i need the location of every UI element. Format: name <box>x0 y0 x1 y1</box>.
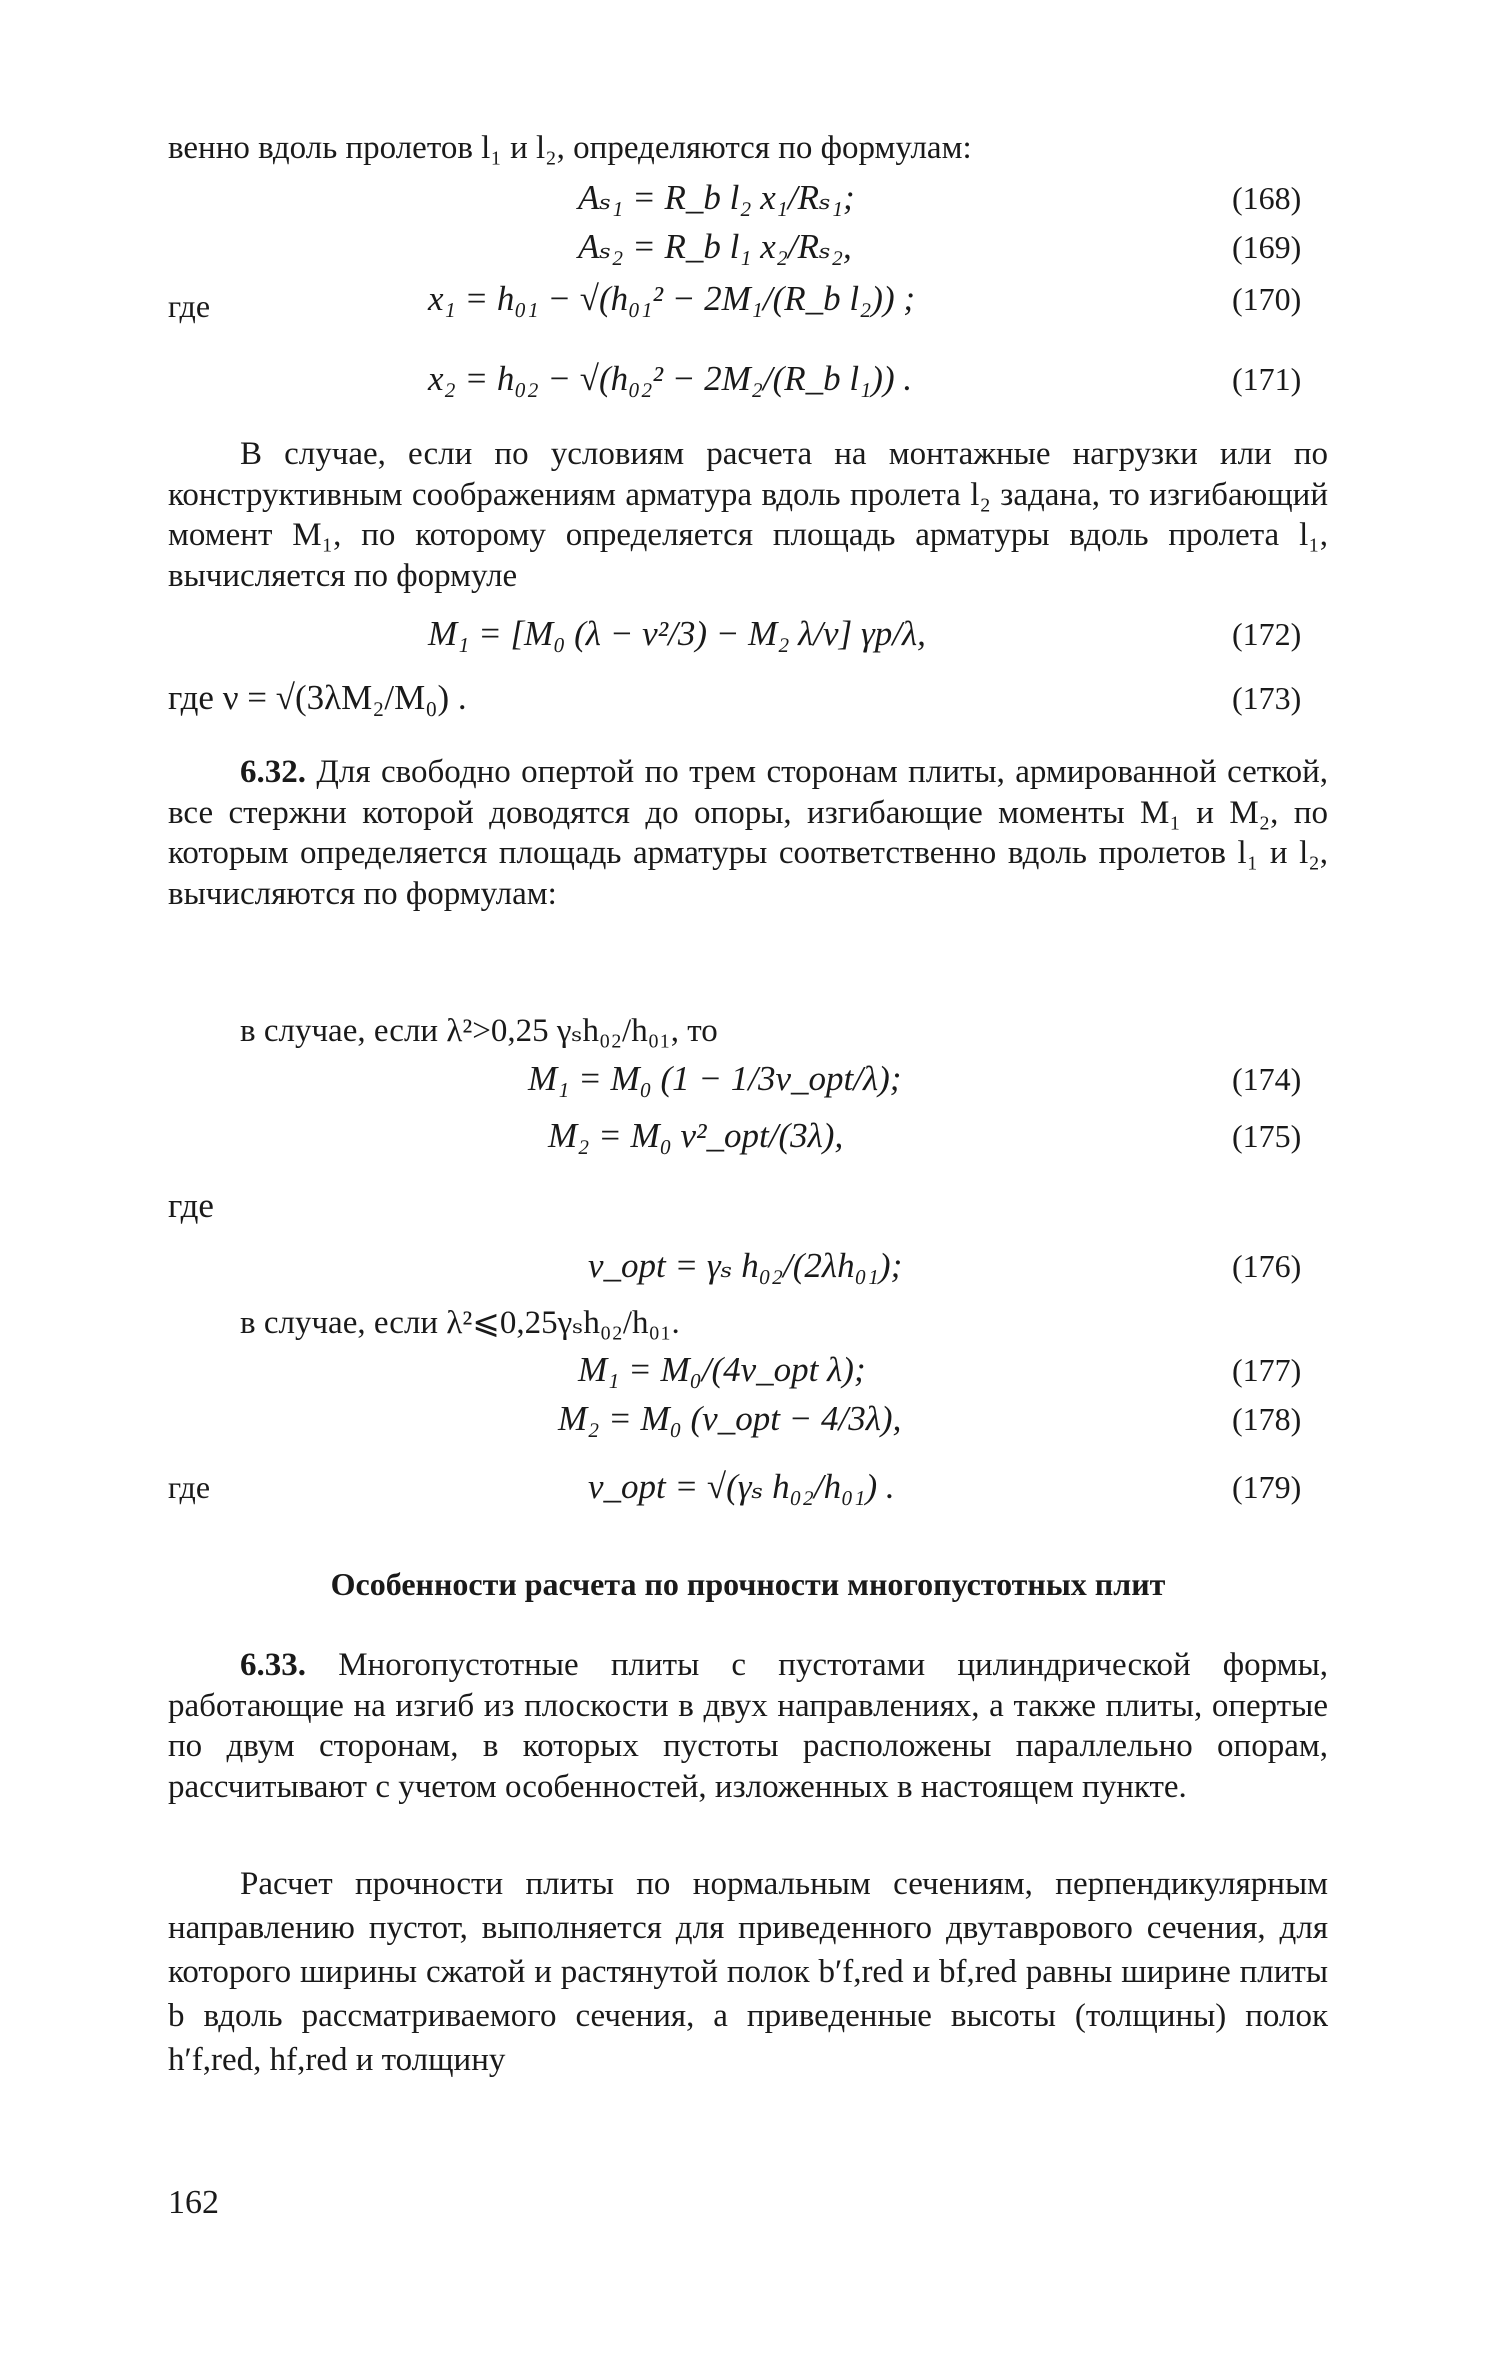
formula-169: Aₛ₂ = R_b l₁ x₂/Rₛ₂, <box>578 227 852 266</box>
case-1-condition: в случае, если λ²>0,25 γₛh₀₂/h₀₁, то <box>240 1013 718 1049</box>
eq-number-174: (174) <box>1232 1061 1302 1097</box>
eq-number-173: (173) <box>1232 680 1302 716</box>
eq-number-171: (171) <box>1232 361 1302 397</box>
formula-171: x₂ = h₀₂ − √(h₀₂² − 2M₂/(R_b l₁)) . <box>428 359 913 398</box>
eq-number-179: (179) <box>1232 1469 1302 1505</box>
formula-168: Aₛ₁ = R_b l₂ x₁/Rₛ₁; <box>578 178 855 217</box>
case-2-condition: в случае, если λ²⩽0,25γₛh₀₂/h₀₁. <box>240 1305 680 1341</box>
formula-176: ν_opt = γₛ h₀₂/(2λh₀₁); <box>588 1246 903 1285</box>
eq-number-170: (170) <box>1232 281 1302 317</box>
section-text-6-32: Для свободно опертой по трем сторонам плиты, армированной сеткой, все стержни которой доводятся до опоры, изгибающие моменты M₁ и M₂, по которым определяется площадь арматуры соответственно вдоль пролетов l₁ и l₂, вычисляются по формулам: <box>168 754 1328 912</box>
section-text-6-33: Многопустотные плиты с пустотами цилиндрической формы, работающие на изгиб из плоскости в двух направлениях, а также плиты, опертые по двум сторонам, в которых пустоты расположены параллельно опорам, рассчитывают с учетом особенностей, изложенных в настоящем пункте. <box>168 1647 1328 1805</box>
intro-line: венно вдоль пролетов l₁ и l₂, определяются по формулам: <box>168 130 972 166</box>
eq-number-169: (169) <box>1232 229 1302 265</box>
eq-number-178: (178) <box>1232 1401 1302 1437</box>
paragraph-6-33 <box>168 1645 1328 1807</box>
eq-number-172: (172) <box>1232 616 1302 652</box>
eq-number-168: (168) <box>1232 180 1302 216</box>
eq-number-175: (175) <box>1232 1118 1302 1154</box>
eq-number-177: (177) <box>1232 1352 1302 1388</box>
paragraph-case-montage: В случае, если по условиям расчета на монтажные нагрузки или по конструктивным соображениям арматура вдоль пролета l₂ задана, то изгибающий момент M₁, по которому определяется площадь арматуры вдоль пролета l₁, вычисляется по формуле <box>168 436 1328 594</box>
formula-177: M₁ = M₀/(4ν_opt λ); <box>578 1350 866 1389</box>
formula-170: x₁ = h₀₁ − √(h₀₁² − 2M₁/(R_b l₂)) ; <box>428 279 916 318</box>
formula-172: M₁ = [M₀ (λ − ν²/3) − M₂ λ/ν] γp/λ, <box>428 614 926 653</box>
eq-number-176: (176) <box>1232 1248 1302 1284</box>
formula-173: где ν = √(3λM₂/M₀) . <box>168 678 467 717</box>
paragraph-strength-calc: Расчет прочности плиты по нормальным сечениям, перпендикулярным направлению пустот, выполняется для приведенного двутаврового сечения, для которого ширины сжатой и растянутой полок b′f,red и bf,red равны ширине плиты b вдоль рассматриваемого сечения, а приведенные высоты (толщины) полок h′f,red, hf,red и толщину <box>168 1866 1328 2078</box>
formula-179: ν_opt = √(γₛ h₀₂/h₀₁) . <box>588 1467 895 1506</box>
formula-174: M₁ = M₀ (1 − 1/3ν_opt/λ); <box>528 1059 902 1098</box>
section-heading: Особенности расчета по прочности многопустотных плит <box>330 1566 1166 1602</box>
paragraph-6-32 <box>168 752 1328 914</box>
label-gde-2: где <box>168 1186 214 1225</box>
label-gde-1: где <box>168 288 211 324</box>
section-number-6-32: 6.32. <box>240 754 306 790</box>
formula-178: M₂ = M₀ (ν_opt − 4/3λ), <box>558 1399 902 1438</box>
section-number-6-33: 6.33. <box>240 1647 306 1683</box>
page-number: 162 <box>168 2184 219 2221</box>
formula-175: M₂ = M₀ ν²_opt/(3λ), <box>548 1116 844 1155</box>
label-gde-3: где <box>168 1469 211 1505</box>
